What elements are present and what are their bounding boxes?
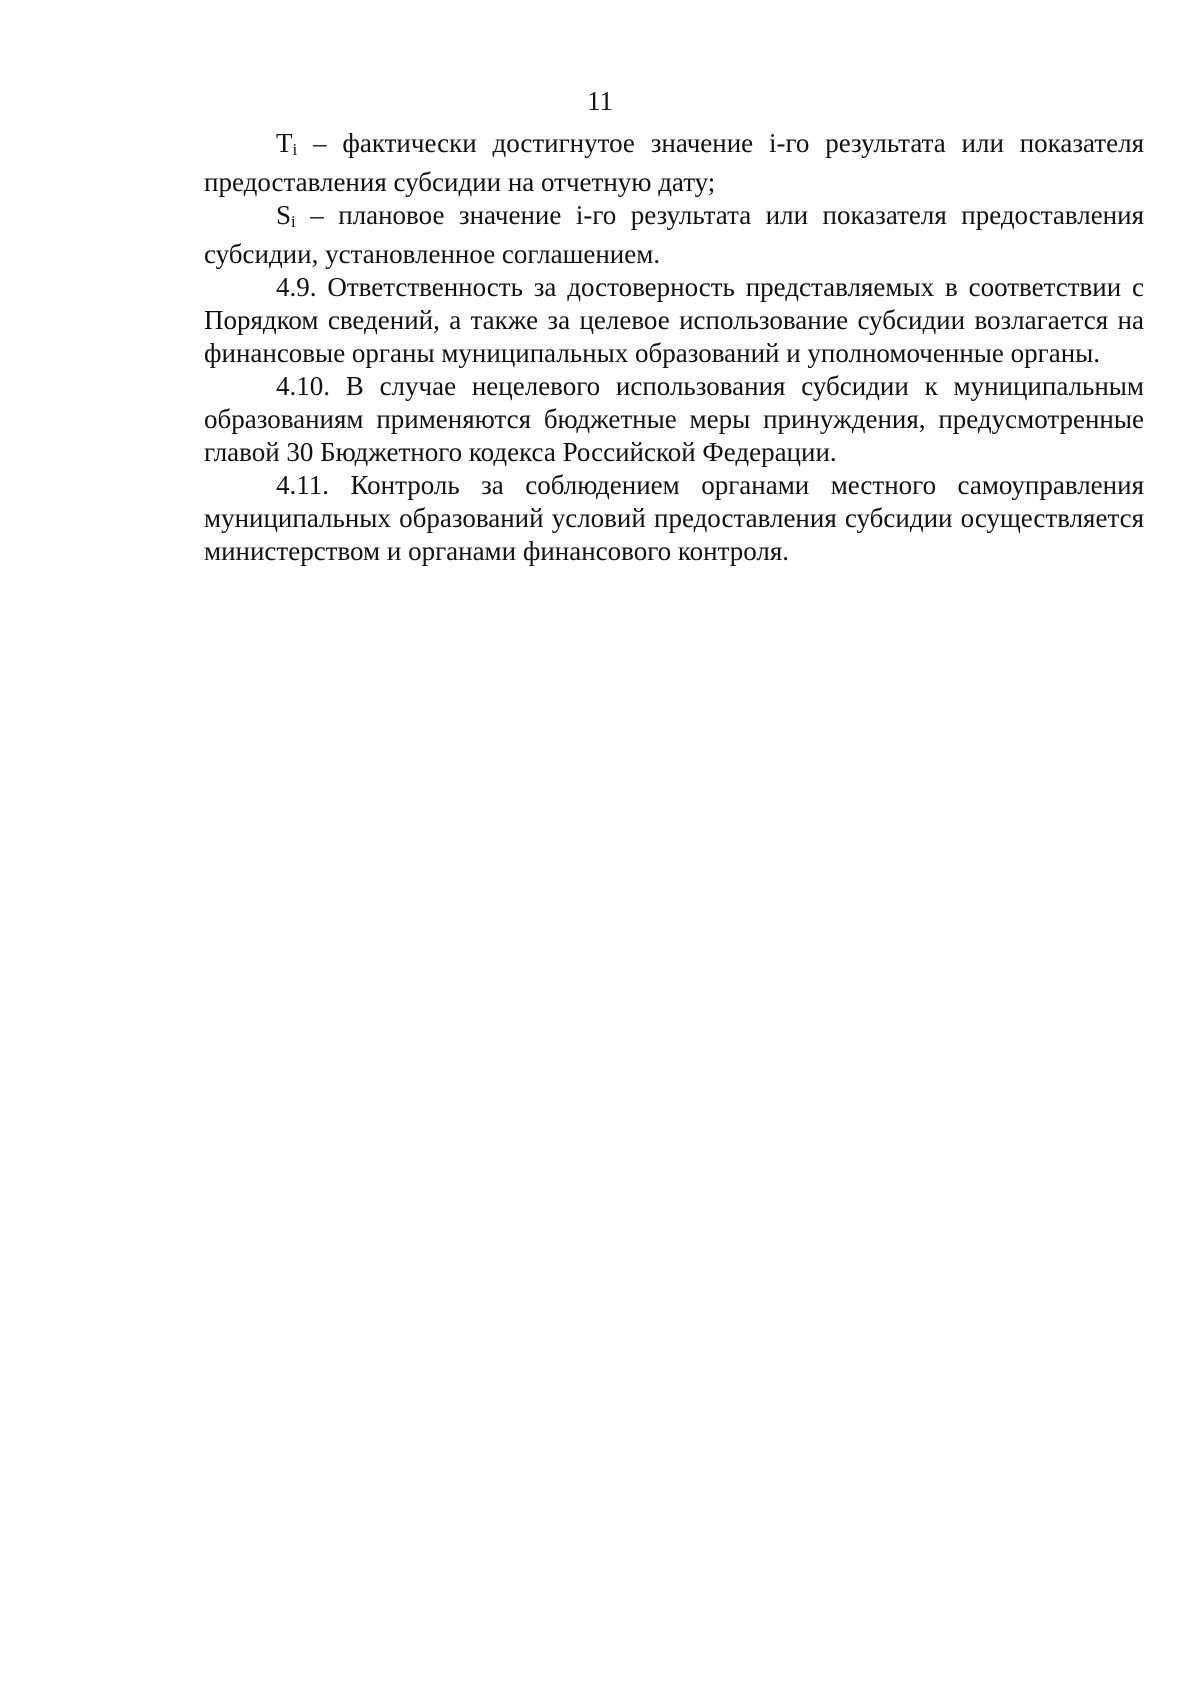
definition-t [204, 127, 1144, 199]
symbol-t-letter: T [276, 128, 293, 158]
paragraph-4-9: 4.9. Ответственность за достоверность представляемых в соответствии с Порядком сведений, а также за целевое использование субсидии возлагается на финансовые органы муниципальных образований и уполномоченные органы. [204, 272, 1144, 368]
page-number: 11 [587, 86, 613, 116]
definition-t-text: – фактически достигнутое значение i-го результата или показателя предоставления субсидии на отчетную дату; [204, 128, 1144, 197]
symbol-t-subscript: i [292, 140, 298, 159]
symbol-s-subscript: i [291, 212, 296, 231]
symbol-s [276, 200, 296, 230]
symbol-s-letter: S [276, 200, 292, 230]
symbol-t [276, 128, 297, 158]
document-body [204, 127, 1144, 568]
definition-s-text: – плановое значение i-го результата или показателя предоставления субсидии, установленное соглашением. [204, 200, 1144, 269]
paragraph-4-10: 4.10. В случае нецелевого использования субсидии к муниципальным образованиям применяются бюджетные меры принуждения, предусмотренные главой 30 Бюджетного кодекса Российской Федерации. [204, 371, 1144, 467]
definition-s [204, 199, 1144, 271]
paragraph-4-11: 4.11. Контроль за соблюдением органами местного самоуправления муниципальных образований условий предоставления субсидии осуществляется министерством и органами финансового контроля. [204, 470, 1144, 566]
